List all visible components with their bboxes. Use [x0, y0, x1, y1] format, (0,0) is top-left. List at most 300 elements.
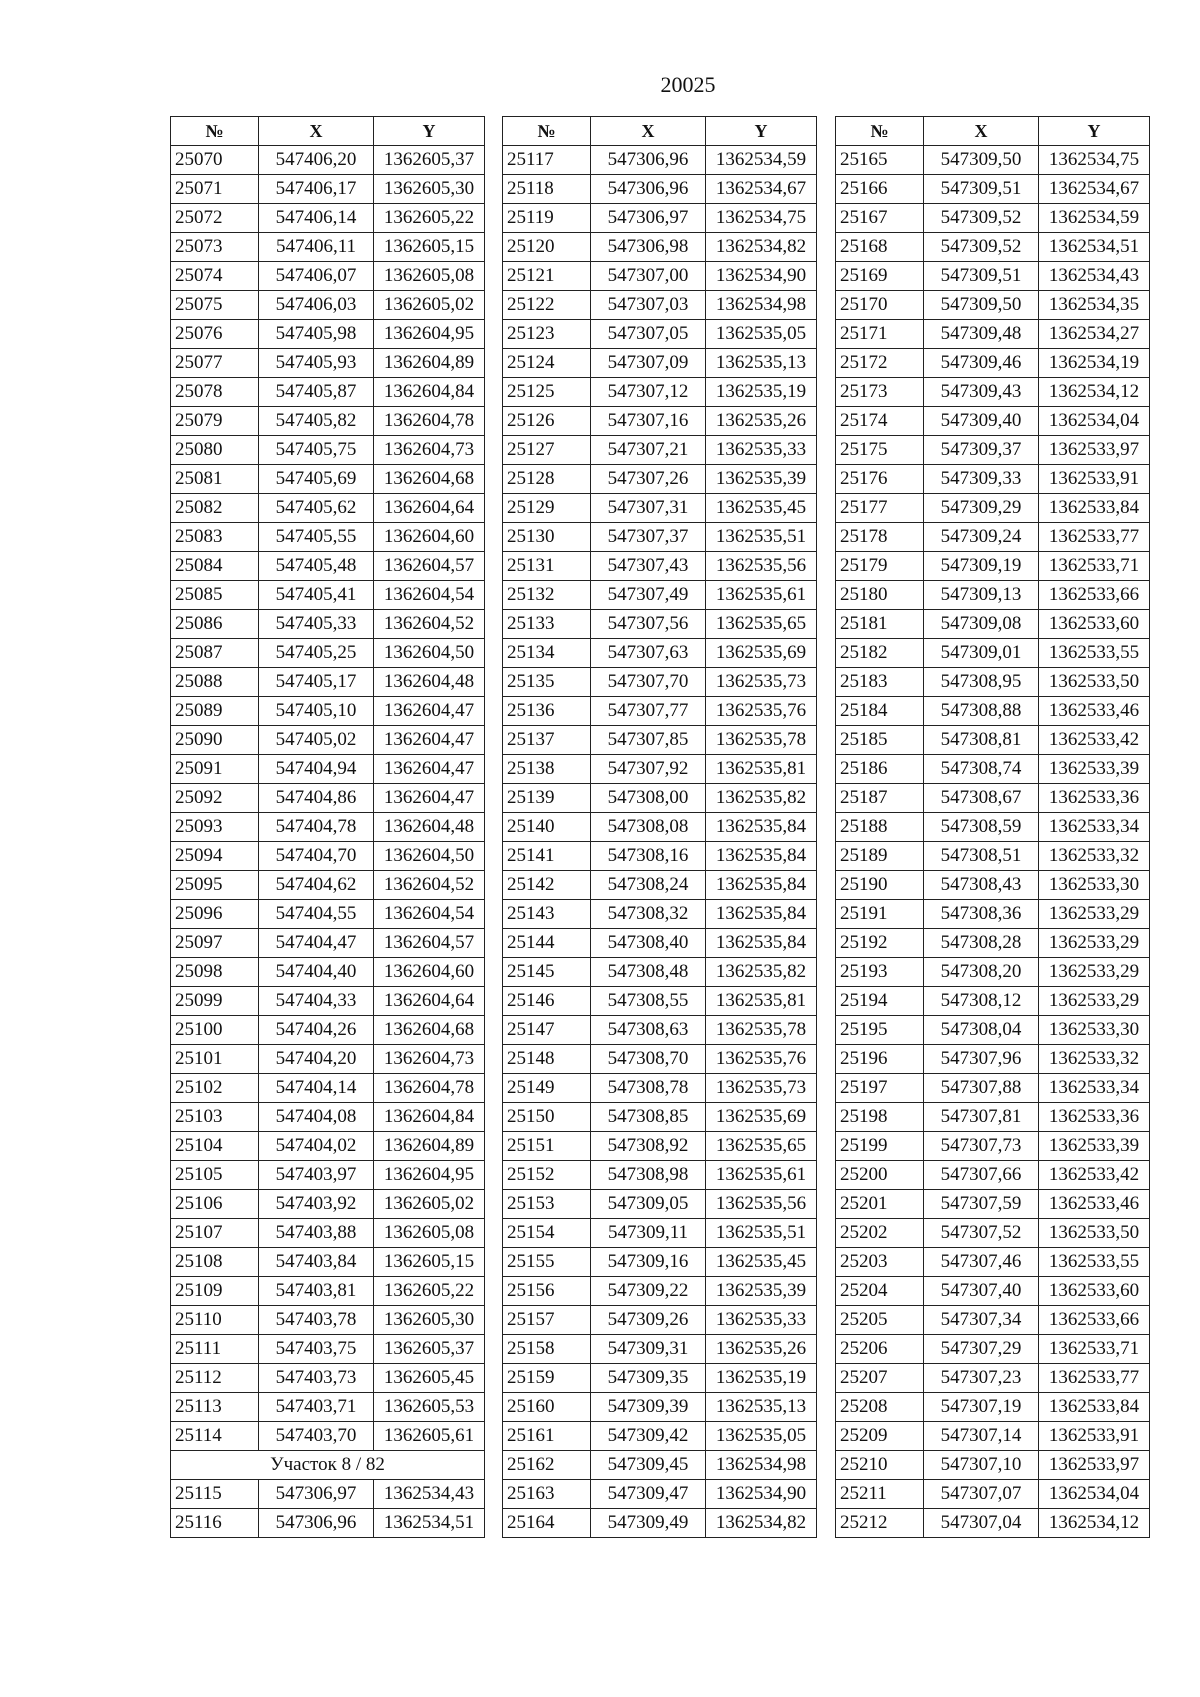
- point-number: 25173: [836, 378, 924, 407]
- coord-x: 547309,39: [591, 1393, 706, 1422]
- coord-x: 547403,73: [259, 1364, 374, 1393]
- coord-y: 1362604,73: [374, 1045, 485, 1074]
- table-row: [836, 1422, 1150, 1451]
- coord-x: 547307,92: [591, 755, 706, 784]
- coord-x: 547403,70: [259, 1422, 374, 1451]
- table-row: [503, 668, 817, 697]
- table-row: [503, 1074, 817, 1103]
- coord-y: 1362533,29: [1039, 900, 1150, 929]
- point-number: 25157: [503, 1306, 591, 1335]
- table-row: [836, 1074, 1150, 1103]
- point-number: 25201: [836, 1190, 924, 1219]
- table-row: [171, 668, 485, 697]
- table-header-row: [171, 117, 485, 146]
- table-row: [836, 1335, 1150, 1364]
- table-row: [171, 233, 485, 262]
- point-number: 25190: [836, 871, 924, 900]
- coord-y: 1362533,97: [1039, 436, 1150, 465]
- point-number: 25115: [171, 1480, 259, 1509]
- table-row: [836, 262, 1150, 291]
- point-number: 25073: [171, 233, 259, 262]
- coord-y: 1362535,33: [706, 436, 817, 465]
- coord-x: 547308,92: [591, 1132, 706, 1161]
- coord-y: 1362533,29: [1039, 987, 1150, 1016]
- coord-y: 1362533,55: [1039, 639, 1150, 668]
- coord-x: 547405,10: [259, 697, 374, 726]
- coord-y: 1362604,50: [374, 842, 485, 871]
- table-row: [171, 1335, 485, 1364]
- coord-x: 547307,29: [924, 1335, 1039, 1364]
- coord-y: 1362533,46: [1039, 1190, 1150, 1219]
- table-row: [503, 1219, 817, 1248]
- table-row: [836, 1451, 1150, 1480]
- coord-x: 547309,49: [591, 1509, 706, 1538]
- coord-y: 1362535,73: [706, 668, 817, 697]
- coord-y: 1362533,77: [1039, 523, 1150, 552]
- coord-y: 1362604,60: [374, 523, 485, 552]
- point-number: 25128: [503, 465, 591, 494]
- coord-x: 547308,59: [924, 813, 1039, 842]
- coord-y: 1362533,46: [1039, 697, 1150, 726]
- point-number: 25159: [503, 1364, 591, 1393]
- table-row: [836, 958, 1150, 987]
- coord-x: 547406,17: [259, 175, 374, 204]
- coord-y: 1362605,45: [374, 1364, 485, 1393]
- coord-x: 547308,40: [591, 929, 706, 958]
- point-number: 25133: [503, 610, 591, 639]
- table-row: [171, 494, 485, 523]
- point-number: 25196: [836, 1045, 924, 1074]
- point-number: 25104: [171, 1132, 259, 1161]
- point-number: 25156: [503, 1277, 591, 1306]
- coord-x: 547406,07: [259, 262, 374, 291]
- point-number: 25188: [836, 813, 924, 842]
- coord-y: 1362535,84: [706, 871, 817, 900]
- coord-y: 1362535,26: [706, 1335, 817, 1364]
- coord-x: 547307,10: [924, 1451, 1039, 1480]
- coord-x: 547308,88: [924, 697, 1039, 726]
- point-number: 25161: [503, 1422, 591, 1451]
- coord-x: 547307,05: [591, 320, 706, 349]
- table-row: [171, 407, 485, 436]
- coord-y: 1362605,08: [374, 1219, 485, 1248]
- table-row: [836, 465, 1150, 494]
- point-number: 25094: [171, 842, 259, 871]
- point-number: 25195: [836, 1016, 924, 1045]
- coord-x: 547307,43: [591, 552, 706, 581]
- coord-y: 1362605,02: [374, 291, 485, 320]
- coord-y: 1362533,97: [1039, 1451, 1150, 1480]
- coord-y: 1362605,22: [374, 1277, 485, 1306]
- table-row: [836, 291, 1150, 320]
- table-row: [503, 1045, 817, 1074]
- table-row: [503, 1306, 817, 1335]
- point-number: 25125: [503, 378, 591, 407]
- coord-x: 547308,67: [924, 784, 1039, 813]
- table-row: [171, 1393, 485, 1422]
- coord-y: 1362535,81: [706, 755, 817, 784]
- coord-y: 1362535,65: [706, 610, 817, 639]
- coord-y: 1362604,89: [374, 1132, 485, 1161]
- table-header-row: [503, 117, 817, 146]
- table-row: [171, 146, 485, 175]
- table-row: [836, 929, 1150, 958]
- coord-x: 547307,52: [924, 1219, 1039, 1248]
- coord-x: 547405,55: [259, 523, 374, 552]
- coord-y: 1362535,51: [706, 1219, 817, 1248]
- point-number: 25160: [503, 1393, 591, 1422]
- point-number: 25149: [503, 1074, 591, 1103]
- table-row: [836, 378, 1150, 407]
- coord-x: 547403,92: [259, 1190, 374, 1219]
- coord-y: 1362534,90: [706, 262, 817, 291]
- point-number: 25143: [503, 900, 591, 929]
- coord-x: 547404,94: [259, 755, 374, 784]
- coord-x: 547405,98: [259, 320, 374, 349]
- coord-y: 1362604,68: [374, 465, 485, 494]
- point-number: 25075: [171, 291, 259, 320]
- coord-y: 1362604,78: [374, 407, 485, 436]
- table-row: [836, 204, 1150, 233]
- point-number: 25145: [503, 958, 591, 987]
- coord-y: 1362604,47: [374, 697, 485, 726]
- table-row: [836, 610, 1150, 639]
- coord-y: 1362605,37: [374, 1335, 485, 1364]
- coord-x: 547308,98: [591, 1161, 706, 1190]
- coord-y: 1362604,57: [374, 552, 485, 581]
- point-number: 25127: [503, 436, 591, 465]
- coord-y: 1362604,52: [374, 871, 485, 900]
- point-number: 25083: [171, 523, 259, 552]
- point-number: 25141: [503, 842, 591, 871]
- table-row: [171, 871, 485, 900]
- table-row: [503, 1335, 817, 1364]
- coord-y: 1362534,12: [1039, 378, 1150, 407]
- table-row: [171, 378, 485, 407]
- coord-y: 1362604,52: [374, 610, 485, 639]
- table-row: [836, 1161, 1150, 1190]
- coord-y: 1362605,15: [374, 233, 485, 262]
- coord-x: 547309,47: [591, 1480, 706, 1509]
- point-number: 25150: [503, 1103, 591, 1132]
- table-row: [171, 697, 485, 726]
- point-number: 25134: [503, 639, 591, 668]
- coord-x: 547308,70: [591, 1045, 706, 1074]
- coord-y: 1362533,30: [1039, 1016, 1150, 1045]
- coord-x: 547405,02: [259, 726, 374, 755]
- coord-x: 547307,56: [591, 610, 706, 639]
- coord-x: 547309,24: [924, 523, 1039, 552]
- point-number: 25182: [836, 639, 924, 668]
- table-row: [171, 842, 485, 871]
- coord-x: 547309,11: [591, 1219, 706, 1248]
- point-number: 25085: [171, 581, 259, 610]
- coord-x: 547307,77: [591, 697, 706, 726]
- table-row: [171, 581, 485, 610]
- coord-x: 547309,05: [591, 1190, 706, 1219]
- coord-y: 1362535,82: [706, 958, 817, 987]
- point-number: 25121: [503, 262, 591, 291]
- coord-y: 1362605,61: [374, 1422, 485, 1451]
- coord-x: 547309,42: [591, 1422, 706, 1451]
- point-number: 25117: [503, 146, 591, 175]
- coord-y: 1362535,13: [706, 1393, 817, 1422]
- point-number: 25139: [503, 784, 591, 813]
- point-number: 25071: [171, 175, 259, 204]
- coord-y: 1362533,55: [1039, 1248, 1150, 1277]
- header-number: №: [836, 117, 924, 146]
- coord-x: 547405,41: [259, 581, 374, 610]
- coord-x: 547405,17: [259, 668, 374, 697]
- coord-y: 1362605,53: [374, 1393, 485, 1422]
- table-row: [171, 175, 485, 204]
- coord-y: 1362533,30: [1039, 871, 1150, 900]
- coord-y: 1362533,84: [1039, 494, 1150, 523]
- point-number: 25135: [503, 668, 591, 697]
- coord-x: 547406,11: [259, 233, 374, 262]
- coord-y: 1362535,19: [706, 1364, 817, 1393]
- table-row: [836, 697, 1150, 726]
- point-number: 25185: [836, 726, 924, 755]
- table-row: [836, 552, 1150, 581]
- coord-x: 547309,51: [924, 262, 1039, 291]
- coord-x: 547307,59: [924, 1190, 1039, 1219]
- coord-y: 1362534,04: [1039, 1480, 1150, 1509]
- coord-x: 547309,13: [924, 581, 1039, 610]
- point-number: 25072: [171, 204, 259, 233]
- coord-y: 1362535,69: [706, 1103, 817, 1132]
- point-number: 25124: [503, 349, 591, 378]
- point-number: 25086: [171, 610, 259, 639]
- point-number: 25174: [836, 407, 924, 436]
- coord-y: 1362535,73: [706, 1074, 817, 1103]
- coord-x: 547307,00: [591, 262, 706, 291]
- point-number: 25205: [836, 1306, 924, 1335]
- coord-x: 547307,23: [924, 1364, 1039, 1393]
- table-row: [171, 1161, 485, 1190]
- coord-y: 1362604,84: [374, 378, 485, 407]
- coord-y: 1362605,37: [374, 146, 485, 175]
- table-row: [171, 610, 485, 639]
- table-row: [171, 813, 485, 842]
- table-row: [836, 494, 1150, 523]
- coord-x: 547309,35: [591, 1364, 706, 1393]
- point-number: 25077: [171, 349, 259, 378]
- point-number: 25154: [503, 1219, 591, 1248]
- point-number: 25101: [171, 1045, 259, 1074]
- coord-y: 1362534,75: [706, 204, 817, 233]
- table-row: [503, 291, 817, 320]
- table-row: [171, 900, 485, 929]
- table-row: [171, 291, 485, 320]
- table-row: [171, 639, 485, 668]
- point-number: 25137: [503, 726, 591, 755]
- table-row: [503, 1132, 817, 1161]
- coord-x: 547404,86: [259, 784, 374, 813]
- table-row: [171, 1480, 485, 1509]
- coord-x: 547306,97: [591, 204, 706, 233]
- coord-y: 1362535,84: [706, 813, 817, 842]
- point-number: 25202: [836, 1219, 924, 1248]
- table-row: [836, 523, 1150, 552]
- point-number: 25090: [171, 726, 259, 755]
- coord-x: 547307,19: [924, 1393, 1039, 1422]
- coord-x: 547309,43: [924, 378, 1039, 407]
- point-number: 25180: [836, 581, 924, 610]
- coord-y: 1362535,26: [706, 407, 817, 436]
- point-number: 25074: [171, 262, 259, 291]
- coord-y: 1362535,76: [706, 697, 817, 726]
- table-row: [171, 1016, 485, 1045]
- coord-y: 1362535,65: [706, 1132, 817, 1161]
- point-number: 25204: [836, 1277, 924, 1306]
- coord-x: 547307,09: [591, 349, 706, 378]
- coord-y: 1362535,61: [706, 581, 817, 610]
- point-number: 25199: [836, 1132, 924, 1161]
- point-number: 25103: [171, 1103, 259, 1132]
- coord-y: 1362534,35: [1039, 291, 1150, 320]
- point-number: 25155: [503, 1248, 591, 1277]
- coord-y: 1362535,78: [706, 1016, 817, 1045]
- coord-x: 547308,85: [591, 1103, 706, 1132]
- table-row: [503, 1422, 817, 1451]
- table-row: [836, 1045, 1150, 1074]
- header-y: Y: [706, 117, 817, 146]
- point-number: 25169: [836, 262, 924, 291]
- coord-x: 547405,62: [259, 494, 374, 523]
- point-number: 25092: [171, 784, 259, 813]
- table-row: [836, 813, 1150, 842]
- point-number: 25131: [503, 552, 591, 581]
- table-row: [503, 465, 817, 494]
- table-row: [503, 233, 817, 262]
- coord-x: 547404,70: [259, 842, 374, 871]
- coord-x: 547306,96: [591, 175, 706, 204]
- point-number: 25110: [171, 1306, 259, 1335]
- point-number: 25158: [503, 1335, 591, 1364]
- coord-x: 547309,29: [924, 494, 1039, 523]
- table-row: [503, 755, 817, 784]
- table-row: [836, 407, 1150, 436]
- point-number: 25152: [503, 1161, 591, 1190]
- coordinate-table-1: [170, 116, 485, 1538]
- table-row: [171, 523, 485, 552]
- point-number: 25119: [503, 204, 591, 233]
- coord-y: 1362533,29: [1039, 958, 1150, 987]
- table-row: [171, 262, 485, 291]
- coord-x: 547306,96: [591, 146, 706, 175]
- page-number: 20025: [660, 72, 716, 97]
- coord-y: 1362535,05: [706, 320, 817, 349]
- coord-x: 547308,24: [591, 871, 706, 900]
- coord-x: 547403,88: [259, 1219, 374, 1248]
- header-number: №: [503, 117, 591, 146]
- coord-x: 547309,26: [591, 1306, 706, 1335]
- table-row: [503, 1393, 817, 1422]
- table-row: [171, 726, 485, 755]
- coord-x: 547404,33: [259, 987, 374, 1016]
- coord-x: 547404,40: [259, 958, 374, 987]
- coord-y: 1362605,02: [374, 1190, 485, 1219]
- coord-x: 547309,48: [924, 320, 1039, 349]
- coord-x: 547308,00: [591, 784, 706, 813]
- point-number: 25120: [503, 233, 591, 262]
- coord-x: 547403,78: [259, 1306, 374, 1335]
- section-label: Участок 8 / 82: [171, 1451, 485, 1480]
- table-row: [836, 726, 1150, 755]
- point-number: 25184: [836, 697, 924, 726]
- table-row: [836, 1016, 1150, 1045]
- table-row: [503, 987, 817, 1016]
- coord-y: 1362533,34: [1039, 1074, 1150, 1103]
- table-row: [836, 1219, 1150, 1248]
- table-row: [836, 146, 1150, 175]
- table-row: [171, 1364, 485, 1393]
- table-row: [503, 842, 817, 871]
- table-row: [836, 1132, 1150, 1161]
- table-row: [836, 784, 1150, 813]
- point-number: 25168: [836, 233, 924, 262]
- coord-x: 547307,49: [591, 581, 706, 610]
- coord-x: 547403,84: [259, 1248, 374, 1277]
- coord-y: 1362605,15: [374, 1248, 485, 1277]
- point-number: 25130: [503, 523, 591, 552]
- coord-y: 1362534,67: [1039, 175, 1150, 204]
- point-number: 25132: [503, 581, 591, 610]
- coord-x: 547309,37: [924, 436, 1039, 465]
- coord-x: 547307,85: [591, 726, 706, 755]
- coord-x: 547309,31: [591, 1335, 706, 1364]
- point-number: 25082: [171, 494, 259, 523]
- table-row: [836, 233, 1150, 262]
- point-number: 25111: [171, 1335, 259, 1364]
- coord-x: 547309,16: [591, 1248, 706, 1277]
- table-row: [171, 1306, 485, 1335]
- point-number: 25210: [836, 1451, 924, 1480]
- coord-y: 1362533,36: [1039, 784, 1150, 813]
- table-row: [503, 1248, 817, 1277]
- coord-y: 1362533,50: [1039, 668, 1150, 697]
- coord-y: 1362535,45: [706, 494, 817, 523]
- table-header-row: [836, 117, 1150, 146]
- coord-y: 1362533,77: [1039, 1364, 1150, 1393]
- point-number: 25198: [836, 1103, 924, 1132]
- coord-y: 1362535,13: [706, 349, 817, 378]
- table-row: [836, 639, 1150, 668]
- coord-x: 547309,08: [924, 610, 1039, 639]
- coord-y: 1362533,32: [1039, 842, 1150, 871]
- table-row: [836, 755, 1150, 784]
- point-number: 25165: [836, 146, 924, 175]
- coord-x: 547307,04: [924, 1509, 1039, 1538]
- point-number: 25151: [503, 1132, 591, 1161]
- coord-x: 547307,34: [924, 1306, 1039, 1335]
- coord-x: 547306,97: [259, 1480, 374, 1509]
- point-number: 25113: [171, 1393, 259, 1422]
- point-number: 25122: [503, 291, 591, 320]
- point-number: 25102: [171, 1074, 259, 1103]
- coord-y: 1362605,30: [374, 175, 485, 204]
- table-row: [836, 1277, 1150, 1306]
- coord-y: 1362533,84: [1039, 1393, 1150, 1422]
- table-row: [171, 784, 485, 813]
- coord-x: 547307,73: [924, 1132, 1039, 1161]
- table-row: [836, 1103, 1150, 1132]
- header-x: X: [924, 117, 1039, 146]
- coord-x: 547307,66: [924, 1161, 1039, 1190]
- point-number: 25100: [171, 1016, 259, 1045]
- coord-x: 547406,14: [259, 204, 374, 233]
